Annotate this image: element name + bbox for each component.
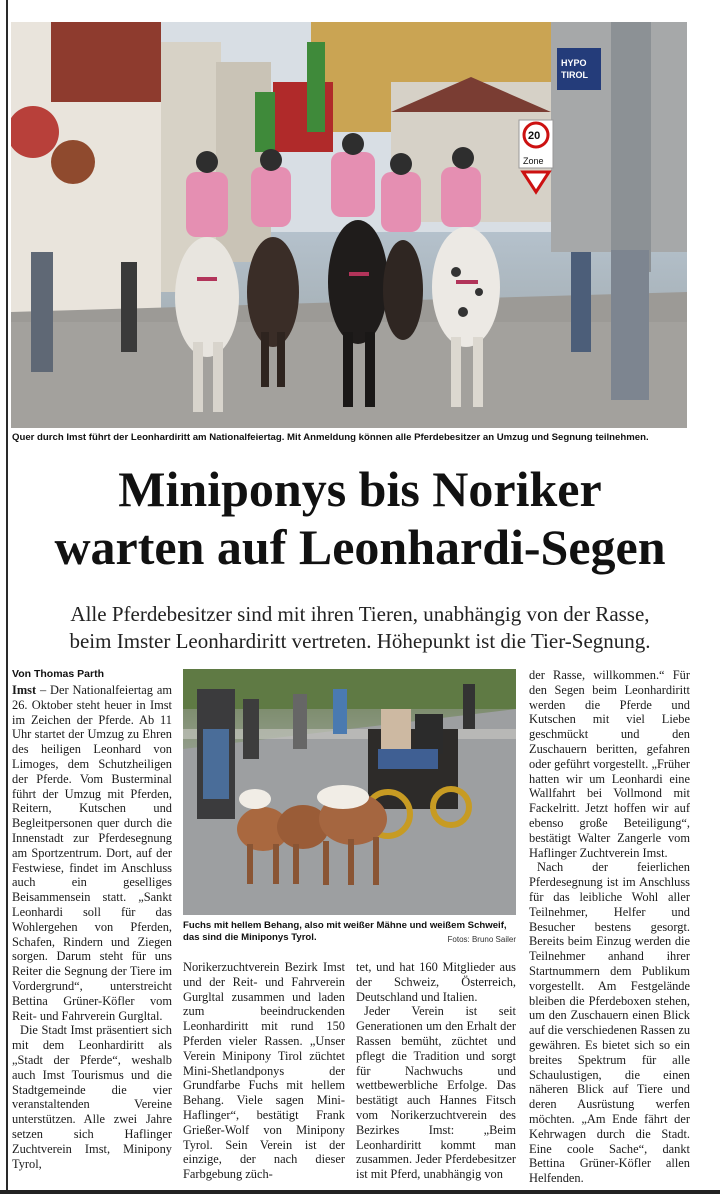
minipony-photo (183, 669, 516, 915)
parade-photo-illustration (11, 22, 687, 428)
speed-sign-value: 20 (528, 130, 541, 142)
page-bottom-rule (0, 1190, 720, 1194)
headline (0, 460, 720, 576)
parade-photo (11, 22, 687, 428)
article-column-3 (356, 960, 516, 1182)
subheadline-line-1: Alle Pferdebesitzer sind mit ihren Tieren, unabhängig von der Rasse, (70, 602, 650, 626)
subheadline-line-2: beim Imster Leonhardiritt vertreten. Höhepunkt ist die Tier-Segnung. (69, 629, 651, 653)
article-paragraph: der Rasse, willkommen.“ Für den Segen beim Leonhardiritt werden die Pferde und Kutschen mit viel Liebe geschmückt und den Zuschauern beritten, gefahren oder geführt vorgestellt. „Früher hatten wir um Leonhardi eine Wallfahrt bei Vollmond mit Fackelritt. Jetzt hoffen wir auf ebenso große Beteiligung“, bestätigt Walter Zangerle vom Haflinger Zuchtverein Imst. (529, 668, 690, 860)
bank-sign-text-1: HYPO (561, 58, 587, 68)
top-photo-caption: Quer durch Imst führt der Leonhardiritt am Nationalfeiertag. Mit Anmeldung können alle Pferdebesitzer an Umzug und Segnung teilnehmen. (12, 432, 649, 443)
article-column-4 (529, 668, 690, 1186)
inline-photo-caption: Fuchs mit hellem Behang, also mit weißer Mähne und weißem Schweif, das sind die Miniponys Tyrol. (183, 920, 507, 943)
dateline: Imst (12, 683, 37, 697)
photo-credit: Fotos: Bruno Sailer (447, 935, 516, 944)
article-column-2 (183, 960, 345, 1182)
speed-sign-zone: Zone (523, 156, 544, 166)
article-paragraph: Jeder Verein ist seit Generationen um den Erhalt der Rassen bemüht, züchtet und pflegt die Tradition und sorgt für Nachwuchs und wettbewerbliche Erfolge. Das bestätigt auch Hannes Fitsch vom Norikerzuchtverein des Bezirkes Imst: „Beim Leonhardiritt kommt man zusammen. Jeder Pferdebesitzer ist mit Pferd, unabhängig von (356, 1004, 516, 1182)
article-paragraph (12, 683, 172, 1023)
minipony-photo-illustration (183, 669, 516, 915)
article-paragraph: Nach der feierlichen Pferdesegnung ist im Anschluss für das leibliche Wohl aller Teilnehmer, Helfer und Besucher bestens gesorgt. Bereits beim Einzug werden die Teilnehmer anhand ihrer Startnummern dem Publikum vorgestellt. Am Festgelände bleiben die Pferdeboxen stehen, um den Zuschauern einen Blick auf die verschiedenen Rassen zu gewähren. Es bietet sich so ein breites Spektrum für alle Schaulustigen, die einen näheren Blick auf Tiere und deren Ausrüstung werfen möchten. „Am Ende fährt der Kehrwagen durch die Stadt. Eine coole Sache“, dankt Bettina Grüner-Köfler allen Helfenden. (529, 860, 691, 1186)
headline-line-1: Miniponys bis Noriker (118, 461, 602, 517)
page-edge-rule (6, 0, 8, 1194)
subheadline (0, 601, 720, 655)
bank-sign-text-2: TIROL (561, 70, 588, 80)
article-column-1 (12, 683, 172, 1171)
article-paragraph: tet, und hat 160 Mitglieder aus der Schweiz, Österreich, Deutschland und Italien. (356, 960, 516, 1004)
byline: Von Thomas Parth (12, 668, 104, 680)
headline-line-2: warten auf Leonhardi-Segen (54, 519, 666, 575)
paragraph-text: – Der Nationalfeiertag am 26. Oktober steht heuer in Imst im Zeichen der Pferde. Ab 11 Uhr startet der Umzug zu Ehren des heiligen Leonhard von Limoges, dem Schutzheiligen der Pferde. Vom Busterminal führt der Umzug mit Pferden, Reitern, Kutschen und Begleitpersonen quer durch die Innenstadt zur Pferdesegnung am Sportzentrum. Dort, auf der Festwiese, findet im Anschluss auch ein geselliges Beisammensein statt. „Sankt Leonhardi soll für das Wohlergehen von Pferden, Schafen, Rindern und Ziegen sorgen. Darum steht für uns Reiter die Segnung der Tiere im Vordergrund“, unterstreicht Bettina Grüner-Köfler vom Reit- und Fahrverein Gurgltal. (12, 683, 172, 1023)
article-paragraph: Norikerzuchtverein Bezirk Imst und der Reit- und Fahrverein Gurgltal zusammen und laden zum beeindruckenden Leonhardiritt mit rund 150 Pferden vieler Rassen. „Unser Verein Minipony Tirol züchtet Mini-Shetlandponys der Grundfarbe Fuchs mit hellem Behang. Viele sagen Mini-Haflinger“, bestätigt Frank Grießer-Wolf von Minipony Tyrol. Sein Verein ist der einzige, der nach dieser Farbgebung züch- (183, 960, 345, 1182)
article-paragraph: Die Stadt Imst präsentiert sich mit dem Leonhardiritt als „Stadt der Pferde“, weshalb auch Imst Tourismus und die Stadtgemeinde die vier veranstaltenden Vereine unterstützen. Alle zwei Jahre setzen sich Haflinger Zuchtverein Imst, Minipony Tyrol, (12, 1023, 172, 1171)
